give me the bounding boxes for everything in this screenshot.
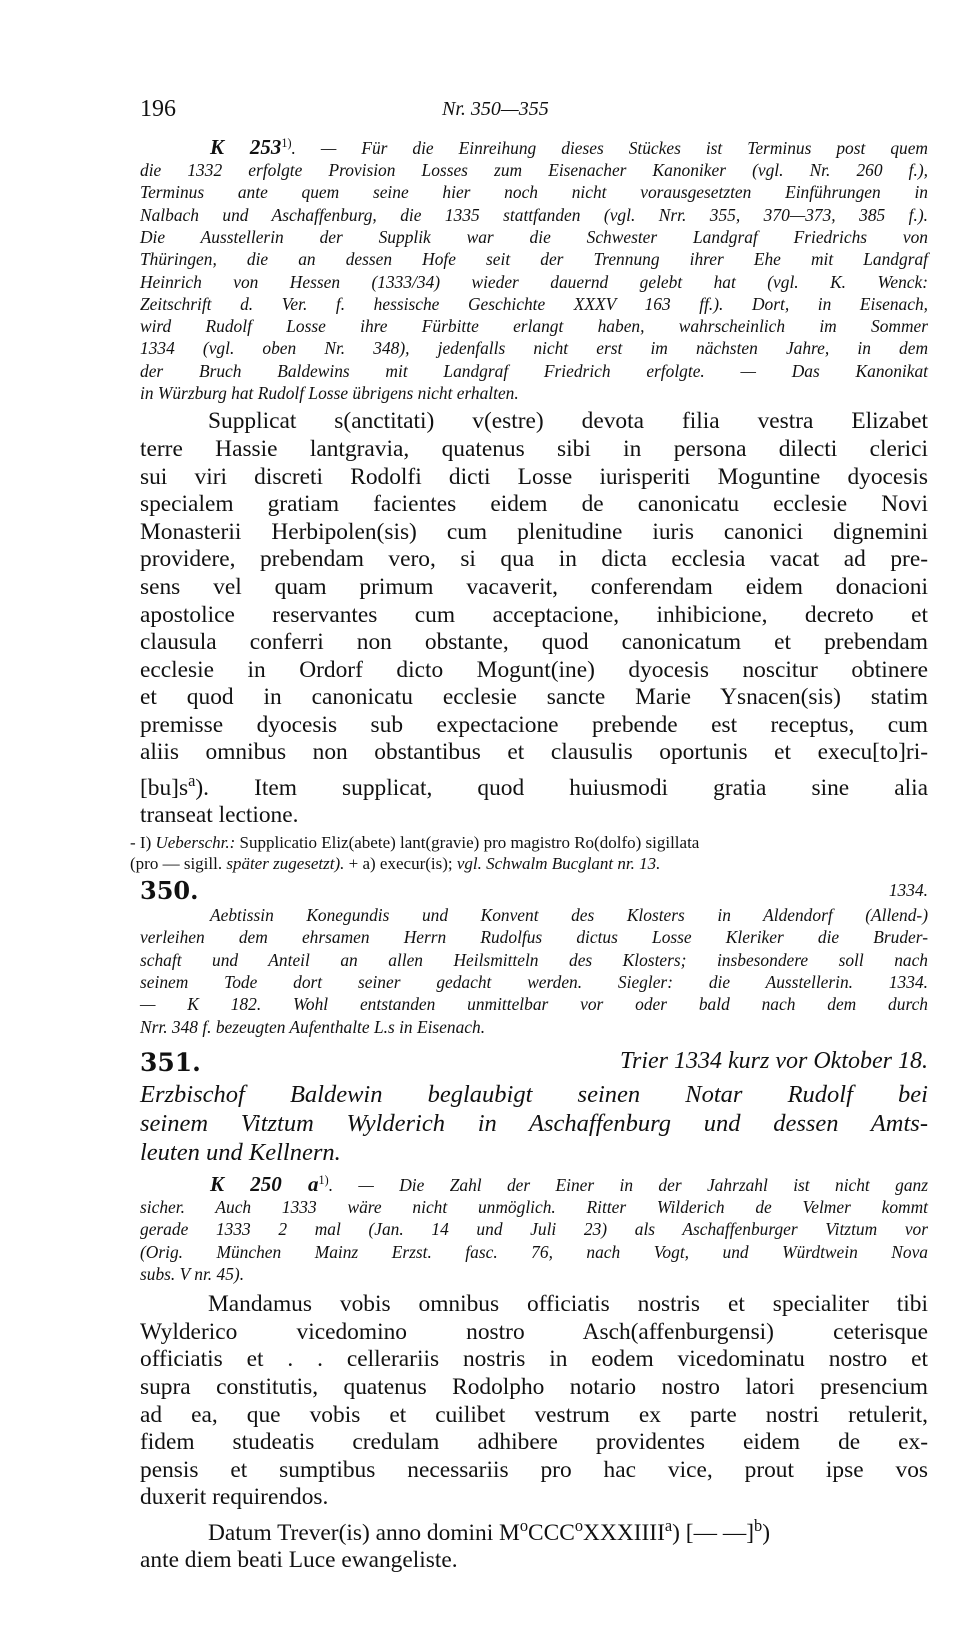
title-line: Erzbischof Baldewin beglaubigt seinen Notar Rudolf bei xyxy=(140,1080,928,1108)
editorial-note xyxy=(140,1169,928,1285)
document-page xyxy=(130,92,928,1575)
running-head xyxy=(140,92,928,132)
regest-351-title xyxy=(140,1080,928,1167)
regest-351-heading xyxy=(140,1044,928,1080)
summary-line: Aebtissin Konegundis und Konvent des Klosters in Aldendorf (Allend-) xyxy=(210,905,928,926)
note-line: Die Ausstellerin der Supplik war die Schwester Landgraf Friedrichs von xyxy=(140,226,928,247)
text-line: sui viri discreti Rodolfi dicti Losse iurisperiti Moguntine dyocesis xyxy=(140,463,928,490)
title-line: leuten und Kellnern. xyxy=(140,1138,341,1166)
text-line: aliis omnibus non obstantibus et clausulis oportunis et execu[to]ri- xyxy=(140,739,928,766)
note-line: der Bruch Baldewins mit Landgraf Friedrich erfolgte. — Das Kanonikat xyxy=(140,360,928,381)
note-line: die 1332 erfolgte Provision Losses zum Eisenacher Kanoniker (vgl. Nr. 260 f.), xyxy=(140,160,928,181)
datum-line: ante diem beati Luce ewangeliste. xyxy=(140,1547,458,1574)
note-line: 1334 (vgl. oben Nr. 348), jedenfalls nicht erst im nächsten Jahre, in dem xyxy=(140,338,928,359)
note-line: subs. V nr. 45). xyxy=(140,1263,245,1284)
text-line: terre Hassie lantgravia, quatenus sibi in persona dilecti clerici xyxy=(140,435,928,462)
note-line: K 250 $a^{1)}$. — Die Zahl der Einer in der Jahrzahl ist nicht ganz xyxy=(210,1171,928,1196)
regest-350-heading xyxy=(140,876,928,906)
text-line: $[bu]s^a$). Item supplicat, quod huiusmodi gratia sine alia xyxy=(140,771,928,801)
footnote-line: - I) Ueberschr.: Supplicatio Eliz(abete) lant(gravie) pro magistro Ro(dolfo) sigillata xyxy=(130,833,700,853)
note-line: Terminus ante quem seine hier noch nicht vorausgesetzten Einführungen in xyxy=(140,182,928,203)
footnote xyxy=(130,832,928,874)
text-line: supra constitutis, quatenus Rodolpho notario nostro latori presencium xyxy=(140,1373,928,1400)
text-line: ecclesie in Ordorf dicto Mogunt(ine) dyocesis noscitur obtinere xyxy=(140,656,928,683)
note-line: K 253$^{1)}$. — Für die Einreihung dieses Stückes ist Terminus post quem xyxy=(210,134,928,159)
note-reference: K 250 a xyxy=(210,1171,319,1196)
note-line: Heinrich von Hessen (1333/34) wieder dauernd gelebt hat (vgl. K. Wenck: xyxy=(140,271,928,292)
text-line: Supplicat s(anctitati) v(estre) devota filia vestra Elizabet xyxy=(208,408,928,435)
text-line: duxerit requirendos. xyxy=(140,1484,329,1511)
text-line: Mandamus vobis omnibus officiatis nostris et specialiter tibi xyxy=(208,1291,928,1318)
regest-date: 1334. xyxy=(888,880,928,901)
note-line: in Würzburg hat Rudolf Losse übrigens nicht erhalten. xyxy=(140,383,519,404)
note-line: Nalbach und Aschaffenburg, die 1335 stattfanden (vgl. Nrr. 355, 370—373, 385 f.). xyxy=(140,204,928,225)
note-line: gerade 1333 2 mal (Jan. 14 und Juli 23) als Aschaffenburger Vitztum vor xyxy=(140,1219,928,1240)
text-line: fidem studeatis credulam adhibere providentes eidem de ex- xyxy=(140,1429,928,1456)
title-line: seinem Vitztum Wylderich in Aschaffenburg und dessen Amts- xyxy=(140,1109,928,1137)
page-number: 196 xyxy=(140,96,176,122)
note-line: wird Rudolf Losse ihre Fürbitte erlangt haben, wahrscheinlich im Sommer xyxy=(140,316,928,337)
document-range: Nr. 350—355 xyxy=(442,98,549,120)
summary-line: verleihen dem ehrsamen Herrn Rudolfus dictus Losse Kleriker die Bruder- xyxy=(140,927,928,948)
summary-line: schaft und Anteil an allen Heilsmitteln des Klosters; insbesondere soll nach xyxy=(140,949,928,970)
text-line: transeat lectione. xyxy=(140,802,299,829)
document-text xyxy=(140,1291,928,1575)
text-line: apostolice reservantes cum acceptacione, inhibicione, decreto et xyxy=(140,601,928,628)
text-line: providere, prebendam vero, si qua in dicta ecclesia vacat ad pre- xyxy=(140,546,928,573)
note-reference: K 253 xyxy=(210,134,282,159)
footnote-line: (pro — sigill. später zugesetzt). + a) execur(is); vgl. Schwalm Bucglant nr. 13. xyxy=(130,854,661,874)
note-line: (Orig. München Mainz Erzst. fasc. 76, nach Vogt, und Würdtwein Nova xyxy=(140,1241,928,1262)
note-line: Zeitschrift d. Ver. f. hessische Geschichte XXXV 163 ff.). Dort, in Eisenach, xyxy=(140,293,928,314)
text-line: clausula conferri non obstante, quod canonicatum et prebendam xyxy=(140,629,928,656)
text-line: Wylderico vicedomino nostro Asch(affenburgensi) ceterisque xyxy=(140,1318,928,1345)
regest-350-summary xyxy=(140,904,928,1038)
regest-number: 350. xyxy=(140,876,199,906)
text-line: officiatis et . . cellerariis nostris in eodem vicedominatu nostro et xyxy=(140,1346,928,1373)
text-line: Monasterii Herbipolen(sis) cum plenitudine iuris canonici dignemini xyxy=(140,518,928,545)
summary-line: — K 182. Wohl entstanden unmittelbar vor oder bald nach dem durch xyxy=(140,994,928,1015)
text-line: ad ea, que vobis et cuilibet vestrum ex parte nostri retulerit, xyxy=(140,1401,928,1428)
document-text xyxy=(140,408,928,830)
text-line: et quod in canonicatu ecclesie sancte Marie Ysnacen(sis) statim xyxy=(140,684,928,711)
text-line: pensis et sumptibus necessariis pro hac vice, prout ipse vos xyxy=(140,1456,928,1483)
note-line: Thüringen, die an dessen Hofe seit der Trennung ihrer Ehe mit Landgraf xyxy=(140,249,928,270)
summary-line: seinem Tode dort seiner gedacht werden. Siegler: die Ausstellerin. 1334. xyxy=(140,971,928,992)
regest-number: 351. xyxy=(140,1047,201,1077)
text-line: specialem gratiam facientes eidem de canonicatu ecclesie Novi xyxy=(140,491,928,518)
regest-date: Trier 1334 kurz vor Oktober 18. xyxy=(620,1047,928,1074)
text-line: sens vel quam primum vacaverit, conferendam eidem donacioni xyxy=(140,573,928,600)
datum-line: Datum Trever(is) anno domini $M^oCCC^oXXXIIII^a$) [— —]$^b$) xyxy=(208,1515,770,1546)
note-line: sicher. Auch 1333 wäre nicht unmöglich. Ritter Wilderich de Velmer kommt xyxy=(140,1196,928,1217)
text-line: premisse dyocesis sub expectacione prebende est receptus, cum xyxy=(140,711,928,738)
editorial-note xyxy=(140,132,928,404)
summary-line: Nrr. 348 f. bezeugten Aufenthalte L.s in Eisenach. xyxy=(140,1016,486,1037)
